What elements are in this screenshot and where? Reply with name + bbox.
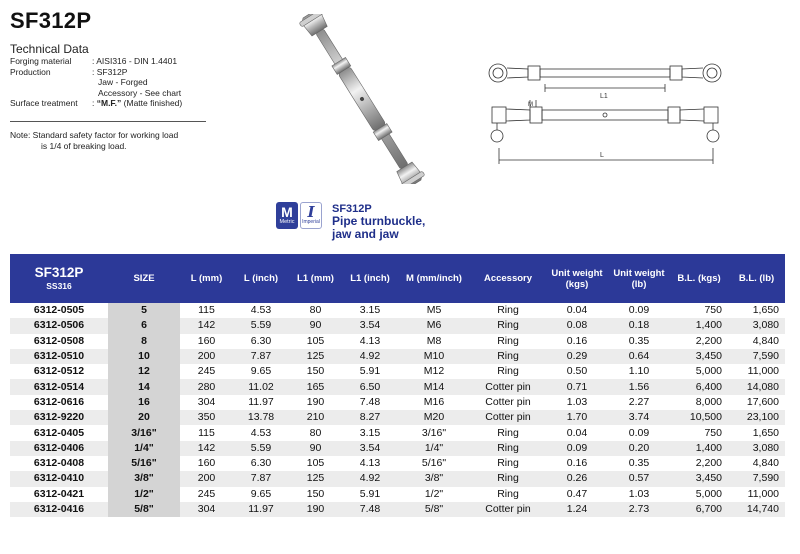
bl-kgs-cell: 5,000 [670,364,728,379]
m-cell: 5/16" [398,456,470,471]
weight-kgs-cell: 0.16 [546,456,608,471]
l1-inch-cell: 8.27 [342,410,398,425]
weight-lb-cell: 0.18 [608,318,670,333]
size-cell: 3/16" [108,425,180,440]
l1-mm-cell: 150 [289,487,342,502]
technical-drawing [470,38,740,168]
bl-kgs-cell: 6,400 [670,379,728,394]
l-inch-cell: 9.65 [233,364,289,379]
l-mm-cell: 280 [180,379,233,394]
tech-label: Production [10,66,51,77]
accessory-cell: Cotter pin [470,379,546,394]
l-inch-cell: 7.87 [233,471,289,486]
bl-kgs-cell: 2,200 [670,456,728,471]
l1-mm-cell: 90 [289,318,342,333]
l-mm-cell: 350 [180,410,233,425]
l-inch-cell: 11.97 [233,502,289,517]
bl-lb-cell: 7,590 [728,349,785,364]
table-row [10,425,785,440]
weight-kgs-cell: 0.29 [546,349,608,364]
imperial-badge [300,202,322,229]
bl-kgs-cell: 3,450 [670,349,728,364]
tech-value: Accessory - See chart [98,87,182,98]
product-code-cell: 6312-0421 [10,487,108,502]
bl-lb-cell: 7,590 [728,471,785,486]
product-code-cell: 6312-0508 [10,334,108,349]
size-cell: 3/8" [108,471,180,486]
l-inch-cell: 4.53 [233,425,289,440]
product-code-cell: 6312-0514 [10,379,108,394]
table-row [10,379,785,394]
size-cell: 14 [108,379,180,394]
bl-kgs-cell: 6,700 [670,502,728,517]
bl-kgs-cell: 1,400 [670,318,728,333]
note-line-2: is 1/4 of breaking load. [41,141,127,151]
accessory-cell: Cotter pin [470,395,546,410]
l1-mm-cell: 165 [289,379,342,394]
product-code-cell: 6312-0505 [10,303,108,318]
accessory-cell: Ring [470,441,546,456]
bl-kgs-cell: 10,500 [670,410,728,425]
l1-inch-cell: 6.50 [342,379,398,394]
l-inch-cell: 6.30 [233,456,289,471]
accessory-cell: Ring [470,318,546,333]
l1-mm-cell: 80 [289,303,342,318]
table-row [10,456,785,471]
tech-row [10,88,182,99]
table-row [10,395,785,410]
l-mm-cell: 200 [180,349,233,364]
size-cell: 20 [108,410,180,425]
spec-table-body [10,303,785,517]
m-cell: M14 [398,379,470,394]
weight-kgs-cell: 0.16 [546,334,608,349]
tech-row [10,98,182,109]
technical-data-heading: Technical Data [10,42,89,56]
bl-lb-cell: 1,650 [728,425,785,440]
weight-kgs-cell: 0.26 [546,471,608,486]
product-code-cell: 6312-0512 [10,364,108,379]
product-code-cell: 6312-0616 [10,395,108,410]
spec-table-title: SF312P [34,265,84,280]
tech-label: Surface treatment [10,98,78,109]
bl-lb-cell: 14,740 [728,502,785,517]
col-header: Unit weight (kgs) [546,254,608,303]
m-cell: M12 [398,364,470,379]
divider [10,121,206,122]
size-cell: 8 [108,334,180,349]
size-cell: 5/16" [108,456,180,471]
product-photo [262,14,462,184]
bl-lb-cell: 11,000 [728,487,785,502]
bl-lb-cell: 1,650 [728,303,785,318]
accessory-cell: Cotter pin [470,502,546,517]
tech-value-suffix: (Matte finished) [121,98,183,109]
product-code-cell: 6312-0416 [10,502,108,517]
spec-header-row [10,254,785,303]
l1-inch-cell: 3.15 [342,425,398,440]
l-inch-cell: 7.87 [233,349,289,364]
bl-lb-cell: 17,600 [728,395,785,410]
tech-value: Jaw - Forged [98,77,148,88]
spec-table [10,254,785,517]
col-header: Accessory [470,254,546,303]
col-header: L (mm) [180,254,233,303]
col-header: L1 (mm) [289,254,342,303]
spec-table-subtitle: SS316 [46,281,72,291]
drawing-label-m: M [528,102,533,108]
l1-inch-cell: 3.54 [342,441,398,456]
bl-kgs-cell: 2,200 [670,334,728,349]
product-code-cell: 6312-0410 [10,471,108,486]
tech-value: : SF312P [92,66,128,77]
m-cell: M6 [398,318,470,333]
m-cell: 5/8" [398,502,470,517]
l-inch-cell: 5.59 [233,441,289,456]
product-code-cell: 6312-0506 [10,318,108,333]
table-row [10,318,785,333]
weight-kgs-cell: 0.04 [546,303,608,318]
l1-mm-cell: 105 [289,456,342,471]
bl-lb-cell: 11,000 [728,364,785,379]
size-cell: 5 [108,303,180,318]
tech-label: Forging material [10,56,72,66]
imperial-badge-label: Imperial [302,219,320,225]
l-mm-cell: 115 [180,303,233,318]
bl-lb-cell: 4,840 [728,334,785,349]
bl-kgs-cell: 1,400 [670,441,728,456]
weight-kgs-cell: 0.04 [546,425,608,440]
m-cell: M16 [398,395,470,410]
metric-badge-letter: M [281,204,293,220]
size-cell: 12 [108,364,180,379]
bl-kgs-cell: 8,000 [670,395,728,410]
l1-mm-cell: 90 [289,441,342,456]
l-mm-cell: 304 [180,395,233,410]
weight-lb-cell: 0.64 [608,349,670,364]
bl-lb-cell: 3,080 [728,318,785,333]
m-cell: M20 [398,410,470,425]
weight-kgs-cell: 1.70 [546,410,608,425]
l-mm-cell: 160 [180,334,233,349]
col-header: L (inch) [233,254,289,303]
l1-inch-cell: 7.48 [342,395,398,410]
l1-inch-cell: 5.91 [342,364,398,379]
col-header: B.L. (kgs) [670,254,728,303]
l1-mm-cell: 190 [289,395,342,410]
weight-lb-cell: 0.57 [608,471,670,486]
l-mm-cell: 245 [180,487,233,502]
m-cell: 1/2" [398,487,470,502]
product-caption [332,203,442,241]
product-code-cell: 6312-0408 [10,456,108,471]
m-cell: 3/8" [398,471,470,486]
l1-mm-cell: 125 [289,471,342,486]
tech-label [10,77,90,88]
l-mm-cell: 304 [180,502,233,517]
technical-data-table [10,56,182,109]
drawing-label-l: L [600,152,604,159]
l1-inch-cell: 4.13 [342,334,398,349]
l-inch-cell: 5.59 [233,318,289,333]
accessory-cell: Ring [470,303,546,318]
product-code: SF312P [332,203,372,215]
accessory-cell: Ring [470,334,546,349]
table-row [10,502,785,517]
bl-lb-cell: 4,840 [728,456,785,471]
l1-inch-cell: 7.48 [342,502,398,517]
size-cell: 10 [108,349,180,364]
tech-row [10,67,182,78]
weight-kgs-cell: 0.08 [546,318,608,333]
l-mm-cell: 115 [180,425,233,440]
bl-kgs-cell: 5,000 [670,487,728,502]
size-cell: 5/8" [108,502,180,517]
tech-label [10,88,90,99]
product-code-cell: 6312-0406 [10,441,108,456]
weight-kgs-cell: 1.03 [546,395,608,410]
note-line-1: Note: Standard safety factor for working load [10,130,179,140]
product-code-cell: 6312-0405 [10,425,108,440]
weight-lb-cell: 1.56 [608,379,670,394]
weight-lb-cell: 3.74 [608,410,670,425]
l-mm-cell: 200 [180,471,233,486]
m-cell: M5 [398,303,470,318]
l1-inch-cell: 5.91 [342,487,398,502]
safety-note [10,130,230,152]
weight-lb-cell: 0.20 [608,441,670,456]
metric-badge [276,202,298,229]
l1-mm-cell: 80 [289,425,342,440]
weight-lb-cell: 2.27 [608,395,670,410]
table-row [10,349,785,364]
size-cell: 16 [108,395,180,410]
tech-value [90,98,182,109]
drawing-label-l1: L1 [600,93,608,100]
col-header: L1 (inch) [342,254,398,303]
l1-inch-cell: 4.92 [342,471,398,486]
l1-mm-cell: 125 [289,349,342,364]
imperial-badge-letter: I [307,203,315,221]
size-cell: 1/2" [108,487,180,502]
l1-inch-cell: 4.92 [342,349,398,364]
l1-mm-cell: 150 [289,364,342,379]
tech-value-bold: “M.F.” [96,98,122,109]
weight-lb-cell: 1.10 [608,364,670,379]
page-title: SF312P [10,8,92,33]
weight-lb-cell: 0.09 [608,425,670,440]
l-inch-cell: 6.30 [233,334,289,349]
accessory-cell: Ring [470,487,546,502]
col-header: B.L. (lb) [728,254,785,303]
l1-inch-cell: 3.54 [342,318,398,333]
l-mm-cell: 142 [180,318,233,333]
l1-mm-cell: 105 [289,334,342,349]
bl-kgs-cell: 750 [670,303,728,318]
bl-lb-cell: 3,080 [728,441,785,456]
col-header: M (mm/inch) [398,254,470,303]
table-row [10,441,785,456]
m-cell: 3/16" [398,425,470,440]
table-row [10,471,785,486]
weight-lb-cell: 2.73 [608,502,670,517]
weight-lb-cell: 0.09 [608,303,670,318]
l-mm-cell: 245 [180,364,233,379]
table-row [10,410,785,425]
weight-kgs-cell: 1.24 [546,502,608,517]
m-cell: M8 [398,334,470,349]
bl-lb-cell: 14,080 [728,379,785,394]
accessory-cell: Ring [470,425,546,440]
l-inch-cell: 13.78 [233,410,289,425]
size-cell: 6 [108,318,180,333]
accessory-cell: Ring [470,471,546,486]
l-inch-cell: 9.65 [233,487,289,502]
tech-row [10,56,182,67]
l-inch-cell: 11.97 [233,395,289,410]
bl-lb-cell: 23,100 [728,410,785,425]
l1-inch-cell: 3.15 [342,303,398,318]
product-description: Pipe turnbuckle, jaw and jaw [332,214,426,241]
table-row [10,334,785,349]
tech-value-prefix: : [92,98,97,109]
bl-kgs-cell: 750 [670,425,728,440]
table-row [10,487,785,502]
table-row [10,303,785,318]
product-code-cell: 6312-9220 [10,410,108,425]
bl-kgs-cell: 3,450 [670,471,728,486]
l1-inch-cell: 4.13 [342,456,398,471]
accessory-cell: Ring [470,349,546,364]
tech-row [10,77,182,88]
m-cell: M10 [398,349,470,364]
tech-value: : AISI316 - DIN 1.4401 [92,56,178,66]
weight-lb-cell: 0.35 [608,334,670,349]
l-mm-cell: 142 [180,441,233,456]
metric-badge-label: Metric [279,219,295,225]
m-cell: 1/4" [398,441,470,456]
weight-lb-cell: 0.35 [608,456,670,471]
l-inch-cell: 4.53 [233,303,289,318]
spec-header-product [10,254,108,303]
l1-mm-cell: 210 [289,410,342,425]
weight-lb-cell: 1.03 [608,487,670,502]
weight-kgs-cell: 0.09 [546,441,608,456]
l-inch-cell: 11.02 [233,379,289,394]
accessory-cell: Cotter pin [470,410,546,425]
accessory-cell: Ring [470,456,546,471]
weight-kgs-cell: 0.47 [546,487,608,502]
col-header: Unit weight (lb) [608,254,670,303]
l1-mm-cell: 190 [289,502,342,517]
col-header: SIZE [108,254,180,303]
weight-kgs-cell: 0.50 [546,364,608,379]
weight-kgs-cell: 0.71 [546,379,608,394]
product-code-cell: 6312-0510 [10,349,108,364]
size-cell: 1/4" [108,441,180,456]
accessory-cell: Ring [470,364,546,379]
table-row [10,364,785,379]
l-mm-cell: 160 [180,456,233,471]
